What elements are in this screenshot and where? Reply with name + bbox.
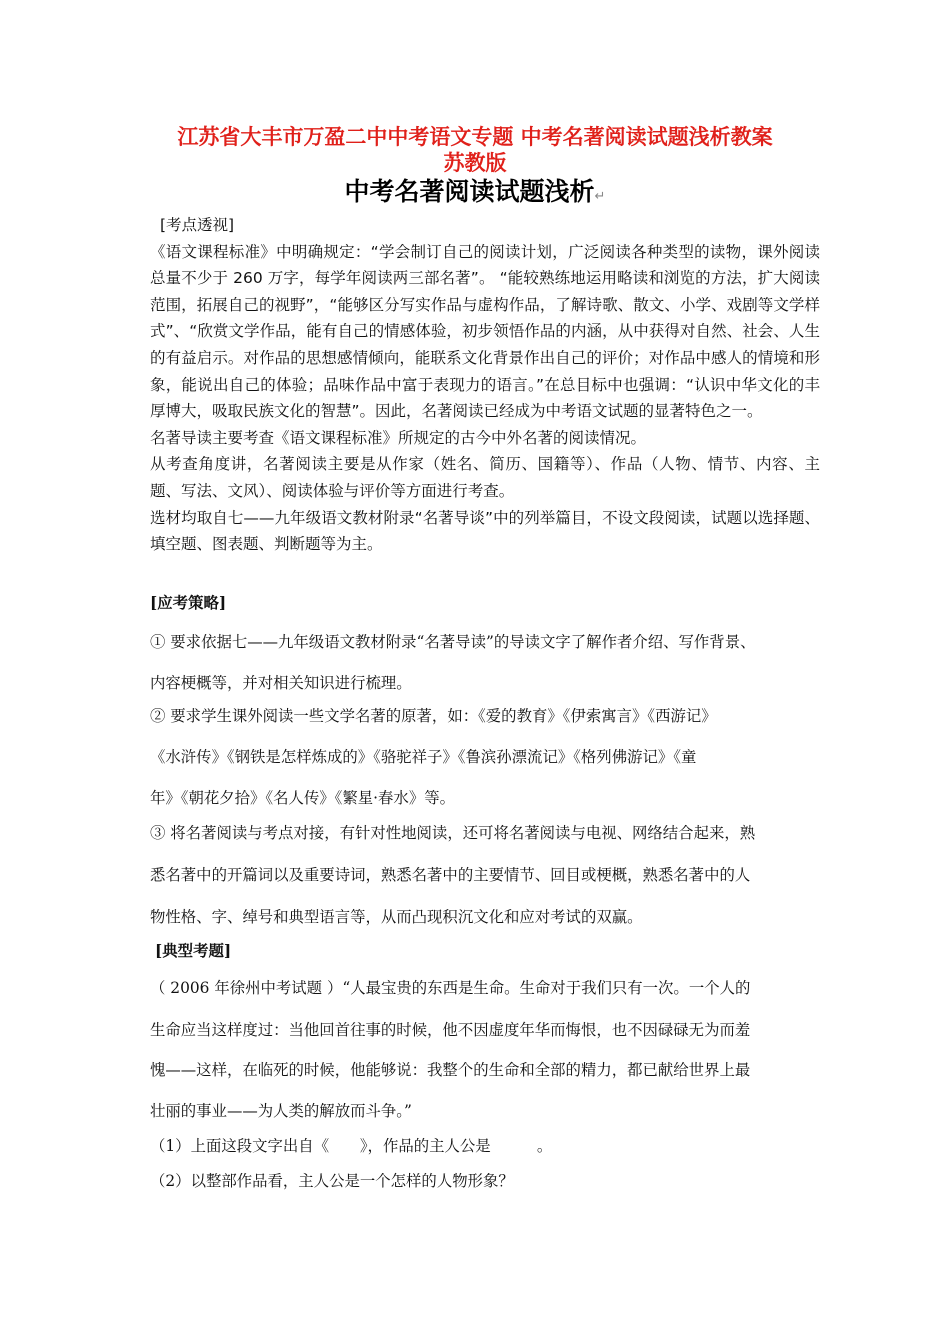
strategy-line: 内容梗概等，并对相关知识进行梳理。 xyxy=(150,674,412,692)
example-line: 壮丽的事业——为人类的解放而斗争。” xyxy=(150,1102,412,1120)
strategy-line: ③ 将名著阅读与考点对接，有针对性地阅读，还可将名著阅读与电视、网络结合起来，熟 xyxy=(150,824,756,842)
scan-paragraph-3: 从考查角度讲，名著阅读主要是从作家（姓名、简历、国籍等）、作品（人物、情节、内容、主题、写法、文风）、阅读体验与评价等方面进行考查。 xyxy=(150,455,820,500)
paragraph-mark-icon: ↵ xyxy=(594,189,606,204)
section-heading-exam-points: [考点透视] xyxy=(160,216,235,234)
scan-paragraph-1: 《语文课程标准》中明确规定：“学会制订自己的阅读计划，广泛阅读各种类型的读物，课外阅读总量不少于 260 万字，每学年阅读两三部名著”。 “能较熟练地运用略读和浏览的方法，扩大阅读范围，拓展自己的视野”，“能够区分写实作品与虚构作品，了解诗歌、散文、小学、戏剧等文学样式”、“欣赏文学作品，能有自己的情感体验，初步领悟作品的内涵，从中获得对自然、社会、人生的有益启示。对作品的思想感情倾向，能联系文化背景作出自己的评价；对作品中感人的情境和形象，能说出自己的体验；品味作品中富于表现力的语言。”在总目标中也强调：“认识中华文化的丰厚博大，吸取民族文化的智慧”。因此，名著阅读已经成为中考语文试题的显著特色之一。 xyxy=(150,242,820,421)
scanned-text-block xyxy=(150,212,820,558)
question-2: （2）以整部作品看，主人公是一个怎样的人物形象？ xyxy=(150,1172,514,1190)
document-title-line1: 江苏省大丰市万盈二中中考语文专题 中考名著阅读试题浅析教案 xyxy=(177,125,773,149)
strategy-line: 《水浒传》《钢铁是怎样炼成的》《骆驼祥子》《鲁滨孙漂流记》《格列佛游记》《童 xyxy=(150,748,697,766)
example-line: （ 2006 年徐州中考试题 ）“人最宝贵的东西是生命。生命对于我们只有一次。一个人的 xyxy=(150,979,751,997)
document-title-line2: 苏教版 xyxy=(443,151,507,175)
question-1: （1）上面这段文字出自《 》，作品的主人公是 。 xyxy=(150,1137,553,1155)
strategy-line: 物性格、字、绰号和典型语言等，从而凸现积沉文化和应对考试的双赢。 xyxy=(150,908,643,926)
example-line: 生命应当这样度过：当他回首往事的时候，他不因虚度年华而悔恨，也不因碌碌无为而羞 xyxy=(150,1021,751,1039)
strategy-line: ① 要求依据七——九年级语文教材附录“名著导读”的导读文字了解作者介绍、写作背景、 xyxy=(150,633,756,651)
main-title xyxy=(0,176,950,213)
scan-paragraph-2: 名著导读主要考查《语文课程标准》所规定的古今中外名著的阅读情况。 xyxy=(150,428,647,447)
strategy-line: 年》《朝花夕拾》《名人传》《繁星·春水》等。 xyxy=(150,789,455,807)
scan-paragraph-4: 选材均取自七——九年级语文教材附录“名著导谈”中的列举篇目，不设文段阅读，试题以选择题、填空题、图表题、判断题等为主。 xyxy=(150,508,820,554)
main-title-text: 中考名著阅读试题浅析 xyxy=(344,177,595,206)
section-heading-examples: [典型考题] xyxy=(155,942,232,960)
strategy-line: 悉名著中的开篇词以及重要诗词，熟悉名著中的主要情节、回目或梗概，熟悉名著中的人 xyxy=(150,866,751,884)
section-heading-strategy: [应考策略] xyxy=(150,594,227,612)
example-line: 愧——这样，在临死的时候，他能够说：我整个的生命和全部的精力，都已献给世界上最 xyxy=(150,1061,751,1079)
strategy-line: ② 要求学生课外阅读一些文学名著的原著，如：《爱的教育》《伊索寓言》《西游记》 xyxy=(150,707,717,725)
